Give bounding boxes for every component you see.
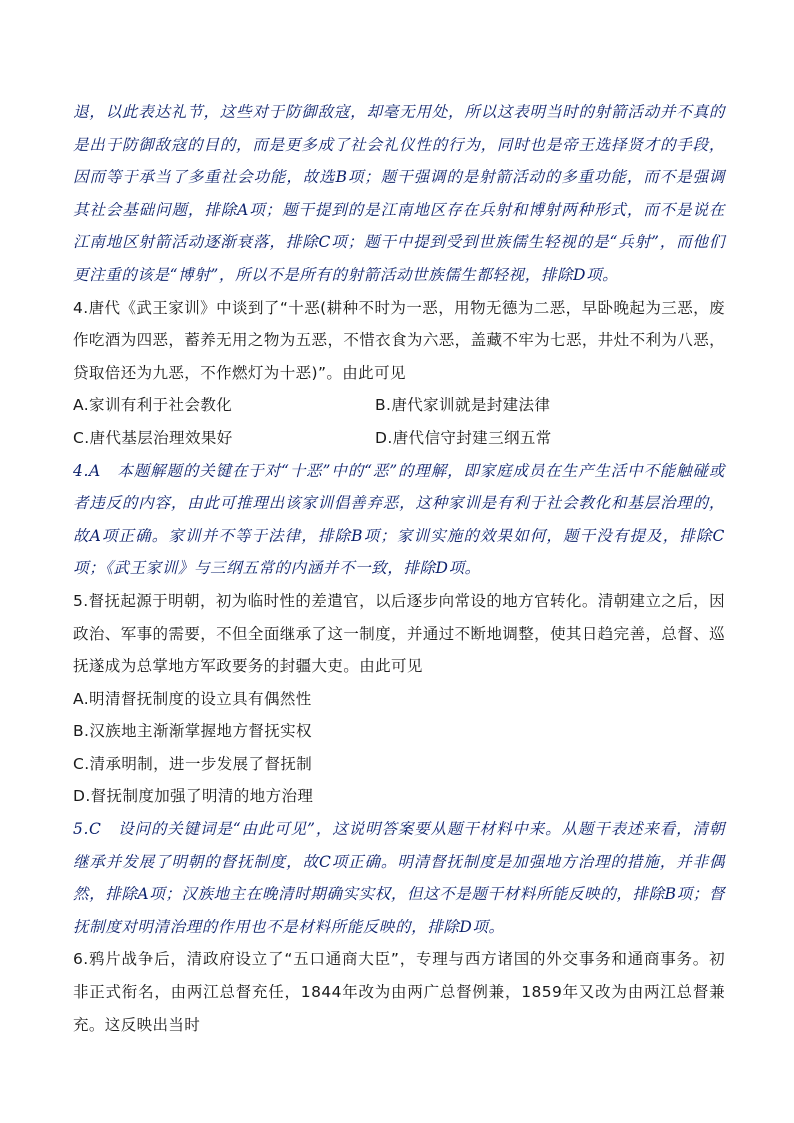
question-5-option-c[interactable]: C.清承明制，进一步发展了督抚制 bbox=[73, 754, 313, 773]
answer-4: 4.A 本题解题的关键在于对“十恶”中的“恶”的理解，即家庭成员在生产生活中不能触碰或者违反的内容，由此可推理出该家训倡善弃恶，这种家训是有利于社会教化和基层治理的，故A项正确。家训并不等于法律，排除B项；家训实施的效果如何，题干没有提及，排除C项；《武王家训》与三纲五常的内涵并不一致，排除D项。 bbox=[73, 461, 725, 578]
answer-5: 5.C 设问的关键词是“由此可见”，这说明答案要从题干材料中来。从题干表述来看，清朝继承并发展了明朝的督抚制度，故C项正确。明清督抚制度是加强地方治理的措施，并非偶然，排除A项；汉族地主在晚清时期确实实权，但这不是题干材料所能反映的，排除B项；督抚制度对明清治理的作用也不是材料所能反映的，排除D项。 bbox=[73, 820, 725, 936]
answer-3-continuation: 退，以此表达礼节，这些对于防御敌寇，却毫无用处，所以这表明当时的射箭活动并不真的是出于防御敌寇的目的，而是更多成了社会礼仪性的行为，同时也是帝王选择贤才的手段，因而等于承当了多重社会功能，故选B项；题干强调的是射箭活动的多重功能，而不是强调其社会基础问题，排除A项；题干提到的是江南地区存在兵射和博射两种形式，而不是说在江南地区射箭活动逐渐衰落，排除C项；题干中提到受到世族儒生轻视的是“兵射”，而他们更注重的该是“博射”，所以不是所有的射箭活动世族儒生都轻视，排除D项。 bbox=[73, 103, 725, 284]
question-6-stem: 6.鸦片战争后，清政府设立了“五口通商大臣”，专理与西方诸国的外交事务和通商事务。初非正式衔名，由两江总督充任，1844年改为由两广总督例兼，1859年又改为由两江总督兼充。这反映出当时 bbox=[73, 950, 725, 1034]
question-5-option-a[interactable]: A.明清督抚制度的设立具有偶然性 bbox=[73, 689, 312, 708]
question-5-option-b[interactable]: B.汉族地主渐渐掌握地方督抚实权 bbox=[73, 722, 312, 741]
document-page bbox=[73, 96, 725, 1041]
question-4-option-c[interactable]: C.唐代基层治理效果好 bbox=[73, 428, 233, 447]
question-4-option-d[interactable]: D.唐代信守封建三纲五常 bbox=[375, 428, 552, 447]
question-4-option-b[interactable]: B.唐代家训就是封建法律 bbox=[375, 396, 551, 415]
question-4-options-row-2 bbox=[73, 422, 725, 455]
question-5-stem: 5.督抚起源于明朝，初为临时性的差遣官，以后逐步向常设的地方官转化。清朝建立之后，因政治、军事的需要，不但全面继承了这一制度，并通过不断地调整，使其日趋完善，总督、巡抚遂成为总掌地方军政要务的封疆大吏。由此可见 bbox=[73, 591, 725, 676]
question-4-option-a[interactable]: A.家训有利于社会教化 bbox=[73, 396, 233, 415]
question-5-option-d[interactable]: D.督抚制度加强了明清的地方治理 bbox=[73, 787, 314, 806]
question-4-stem: 4.唐代《武王家训》中谈到了“十恶(耕种不时为一恶，用物无德为二恶，早卧晚起为三恶，废作吃酒为四恶，蓄养无用之物为五恶，不惜衣食为六恶，盖藏不牢为七恶，井灶不利为八恶，贷取倍还为九恶，不作燃灯为十恶)”。由此可见 bbox=[73, 298, 725, 382]
question-4-options-row-1 bbox=[73, 389, 725, 422]
